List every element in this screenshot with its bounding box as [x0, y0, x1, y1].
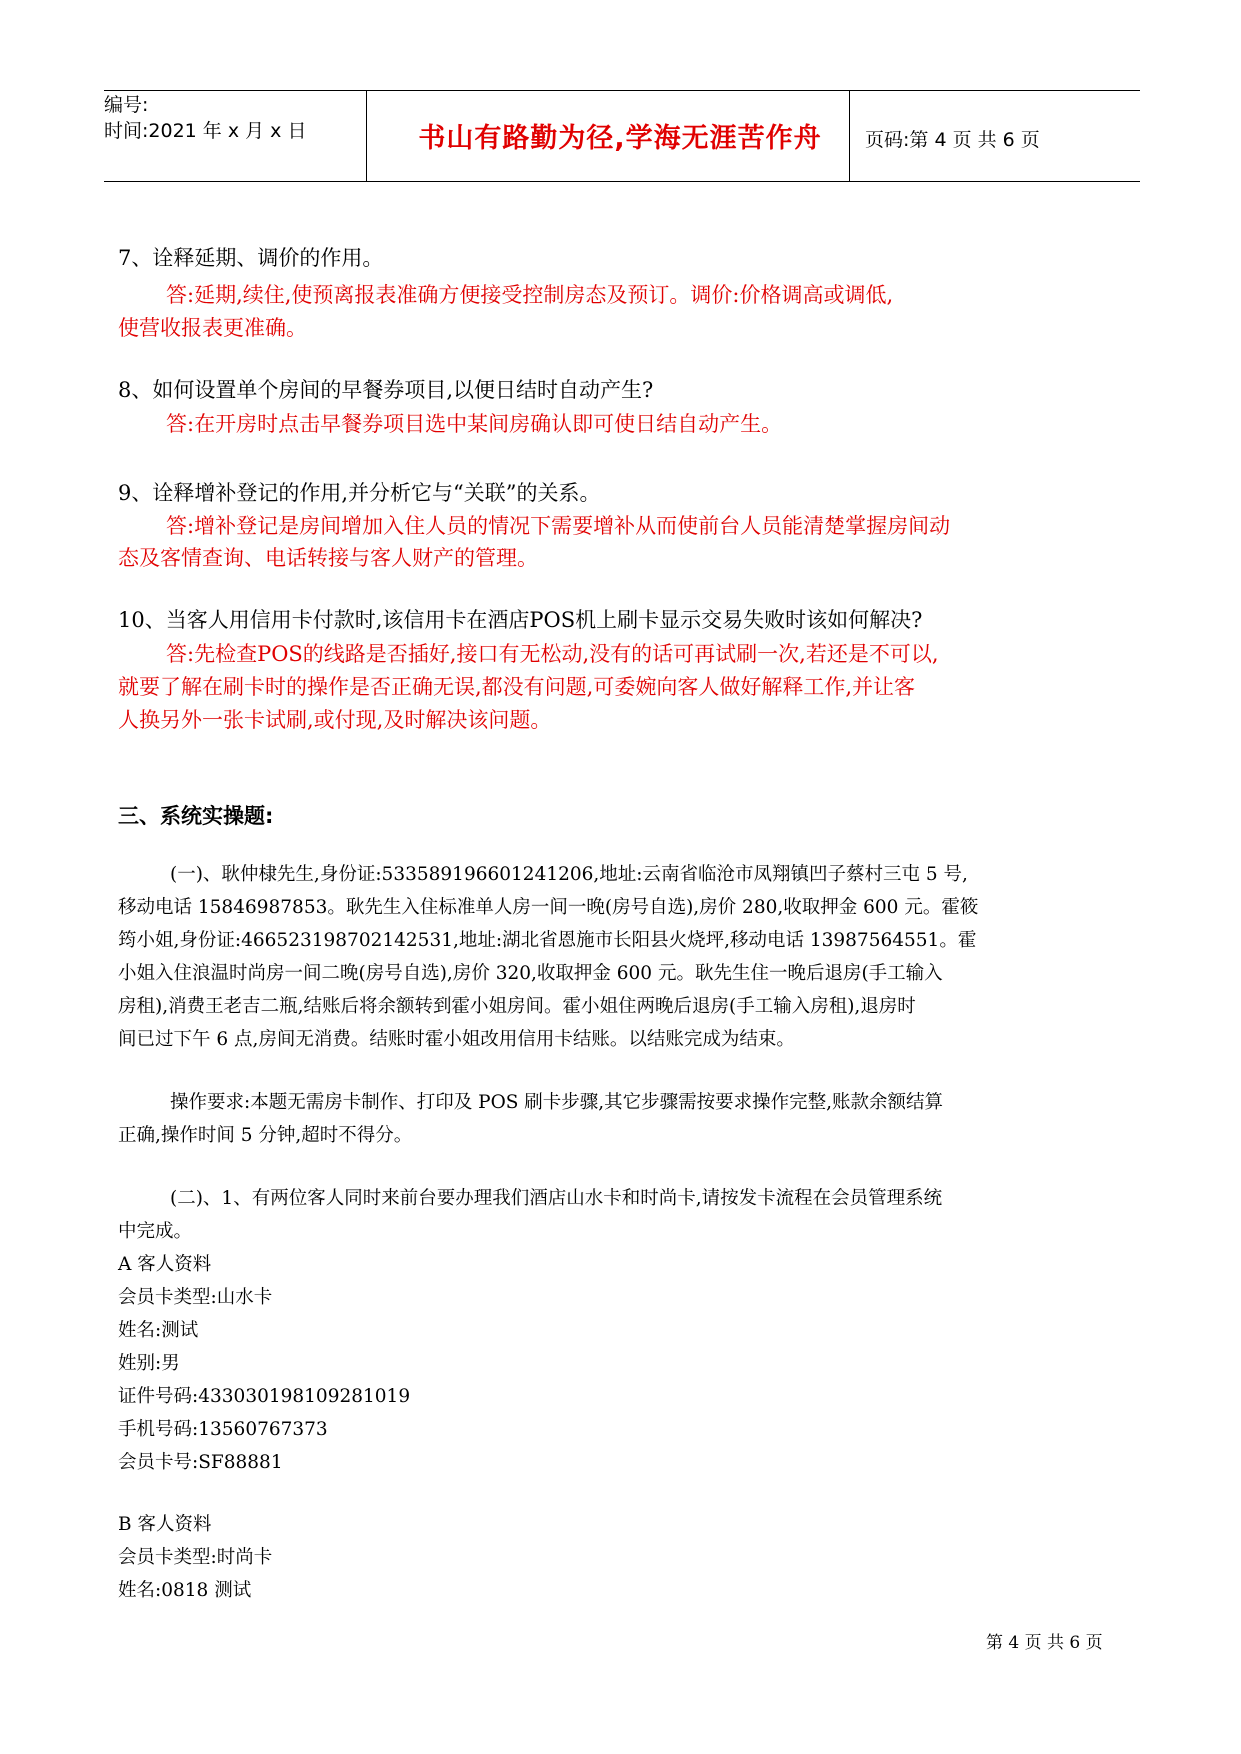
header-bottom-rule	[104, 181, 1140, 182]
doc-time-label: 时间:2021 年 x 月 x 日	[104, 120, 307, 142]
answer-7-line-1: 答:延期,续住,使预离报表准确方便接受控制房态及预订。调价:价格调高或调低,	[166, 283, 894, 307]
answer-10-line-2: 就要了解在刷卡时的操作是否正确无误,都没有问题,可委婉向客人做好解释工作,并让客	[118, 675, 916, 699]
guest-a-name: 姓名:测试	[118, 1320, 199, 1341]
answer-9-line-2: 态及客情查询、电话转接与客人财产的管理。	[118, 546, 538, 570]
answer-9-line-1: 答:增补登记是房间增加入住人员的情况下需要增补从而使前台人员能清楚掌握房间动	[166, 514, 951, 538]
answer-7-line-2: 使营收报表更准确。	[118, 316, 307, 340]
guest-a-phone: 手机号码:13560767373	[118, 1419, 328, 1440]
question-9: 9、诠释增补登记的作用,并分析它与“关联”的关系。	[118, 481, 601, 505]
answer-8-line-1: 答:在开房时点击早餐券项目选中某间房确认即可使日结自动产生。	[166, 412, 783, 436]
guest-b-card-type: 会员卡类型:时尚卡	[118, 1547, 273, 1568]
case2-line-2: 中完成。	[118, 1221, 193, 1242]
case1-line-1: (一)、耿仲棣先生,身份证:533589196601241206,地址:云南省临沧市凤翔镇凹子蔡村三屯 5 号,	[170, 864, 968, 885]
guest-a-id-number: 证件号码:433030198109281019	[118, 1386, 411, 1407]
requirement-line-1: 操作要求:本题无需房卡制作、打印及 POS 刷卡步骤,其它步骤需按要求操作完整,账款余额结算	[170, 1092, 944, 1113]
header-top-rule	[104, 90, 1140, 91]
guest-b-heading: B 客人资料	[118, 1514, 212, 1535]
case1-line-6: 间已过下午 6 点,房间无消费。结账时霍小姐改用信用卡结账。以结账完成为结束。	[118, 1029, 795, 1050]
header-divider-left	[366, 90, 367, 182]
page-header	[104, 90, 1140, 182]
case2-line-1: (二)、1、有两位客人同时来前台要办理我们酒店山水卡和时尚卡,请按发卡流程在会员管理系统	[170, 1188, 943, 1209]
page-footer: 第 4 页 共 6 页	[986, 1633, 1103, 1653]
doc-number-label: 编号:	[104, 94, 149, 116]
case1-line-3: 筠小姐,身份证:466523198702142531,地址:湖北省恩施市长阳县火烧坪,移动电话 13987564551。霍	[118, 930, 977, 951]
guest-a-heading: A 客人资料	[118, 1254, 212, 1275]
guest-a-card-number: 会员卡号:SF88881	[118, 1452, 283, 1473]
answer-10-line-1: 答:先检查POS的线路是否插好,接口有无松动,没有的话可再试刷一次,若还是不可以,	[166, 642, 939, 666]
section-3-title: 三、系统实操题:	[118, 804, 274, 828]
question-10: 10、当客人用信用卡付款时,该信用卡在酒店POS机上刷卡显示交易失败时该如何解决?	[118, 608, 923, 632]
header-page-label: 页码:第 4 页 共 6 页	[865, 129, 1040, 151]
requirement-line-2: 正确,操作时间 5 分钟,超时不得分。	[118, 1125, 413, 1146]
header-divider-right	[849, 90, 850, 182]
guest-a-gender: 姓别:男	[118, 1353, 180, 1374]
case1-line-2: 移动电话 15846987853。耿先生入住标准单人房一间一晚(房号自选),房价 280,收取押金 600 元。霍筱	[118, 897, 979, 918]
case1-line-4: 小姐入住浪温时尚房一间二晚(房号自选),房价 320,收取押金 600 元。耿先生住一晚后退房(手工输入	[118, 963, 943, 984]
question-8: 8、如何设置单个房间的早餐券项目,以便日结时自动产生?	[118, 378, 654, 402]
header-motto: 书山有路勤为径,学海无涯苦作舟	[418, 123, 822, 154]
guest-a-card-type: 会员卡类型:山水卡	[118, 1287, 273, 1308]
case1-line-5: 房租),消费王老吉二瓶,结账后将余额转到霍小姐房间。霍小姐住两晚后退房(手工输入房租),退房时	[118, 996, 916, 1017]
question-7: 7、诠释延期、调价的作用。	[118, 246, 384, 270]
answer-10-line-3: 人换另外一张卡试刷,或付现,及时解决该问题。	[118, 708, 552, 732]
guest-b-name: 姓名:0818 测试	[118, 1580, 252, 1601]
